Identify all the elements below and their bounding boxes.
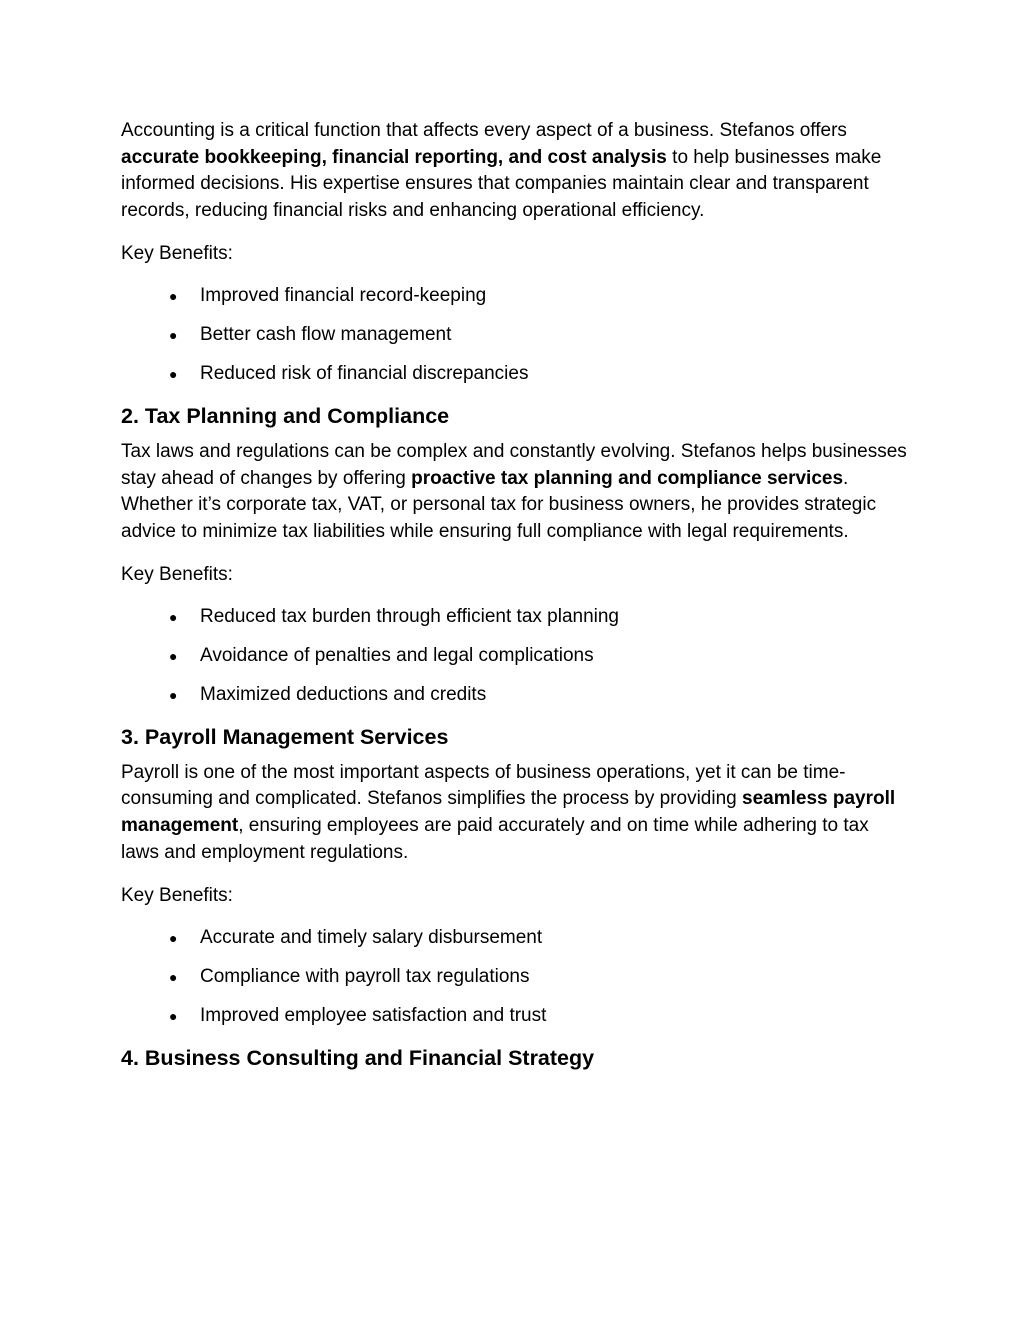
payroll-paragraph	[121, 760, 911, 866]
list-item-text: Improved employee satisfaction and trust	[200, 1005, 547, 1027]
list-item-text: Reduced tax burden through efficient tax planning	[200, 605, 620, 627]
list-item	[121, 643, 911, 670]
list-item	[121, 682, 911, 709]
payroll-text-c: , ensuring employees are paid accurately and on time while adhering to tax laws and employment regulations.	[121, 815, 869, 863]
list-item-text: Avoidance of penalties and legal complications	[200, 645, 594, 667]
list-item	[121, 361, 911, 388]
list-item	[121, 322, 911, 349]
tax-key-benefits-label: Key Benefits:	[121, 564, 233, 586]
list-item	[121, 283, 911, 310]
bullet-icon: ●	[169, 969, 178, 986]
section-heading-business-consulting: 4. Business Consulting and Financial Strategy	[121, 1045, 595, 1070]
section-heading-tax-planning: 2. Tax Planning and Compliance	[121, 403, 450, 428]
payroll-text-bold: seamless payroll management	[121, 788, 896, 837]
list-item-text: Maximized deductions and credits	[200, 684, 487, 706]
intro-key-benefits-label: Key Benefits:	[121, 243, 233, 265]
intro-text-c: to help businesses make informed decisions. His expertise ensures that companies maintain clear and transparent records, reducing financial risks and enhancing operational efficiency.	[121, 146, 882, 221]
bullet-icon: ●	[169, 648, 178, 665]
bullet-icon: ●	[169, 366, 178, 383]
payroll-key-benefits-label: Key Benefits:	[121, 885, 233, 907]
list-item	[121, 1003, 911, 1030]
tax-planning-paragraph	[121, 439, 911, 545]
document-page	[121, 118, 911, 1081]
intro-text-bold: accurate bookkeeping, financial reporting, and cost analysis	[121, 146, 667, 168]
bullet-icon: ●	[169, 287, 178, 304]
bullet-icon: ●	[169, 327, 178, 344]
bullet-icon: ●	[169, 929, 178, 946]
tax-text-a: Tax laws and regulations can be complex and constantly evolving. Stefanos helps businesses stay ahead of changes by offering	[121, 440, 907, 489]
list-item-text: Compliance with payroll tax regulations	[200, 966, 530, 988]
list-item-text: Accurate and timely salary disbursement	[200, 926, 543, 948]
list-item	[121, 604, 911, 631]
list-item	[121, 925, 911, 952]
list-item-text: Reduced risk of financial discrepancies	[200, 363, 529, 385]
tax-text-c: . Whether it’s corporate tax, VAT, or personal tax for business owners, he provides strategic advice to minimize tax liabilities while ensuring full compliance with legal requirements.	[121, 467, 877, 542]
section-heading-payroll: 3. Payroll Management Services	[121, 724, 449, 749]
intro-paragraph	[121, 118, 911, 224]
payroll-benefits-list	[121, 925, 911, 1030]
tax-text-bold: proactive tax planning and compliance services	[411, 467, 844, 489]
list-item	[121, 964, 911, 991]
bullet-icon: ●	[169, 608, 178, 625]
bullet-icon: ●	[169, 1008, 178, 1025]
list-item-text: Improved financial record-keeping	[200, 284, 487, 306]
bullet-icon: ●	[169, 687, 178, 704]
list-item-text: Better cash flow management	[200, 324, 452, 346]
tax-benefits-list	[121, 604, 911, 709]
payroll-text-a: Payroll is one of the most important aspects of business operations, yet it can be time-consuming and complicated. Stefanos simplifies the process by providing	[121, 761, 846, 810]
intro-text-a: Accounting is a critical function that affects every aspect of a business. Stefanos offers	[121, 120, 847, 141]
intro-benefits-list	[121, 283, 911, 388]
